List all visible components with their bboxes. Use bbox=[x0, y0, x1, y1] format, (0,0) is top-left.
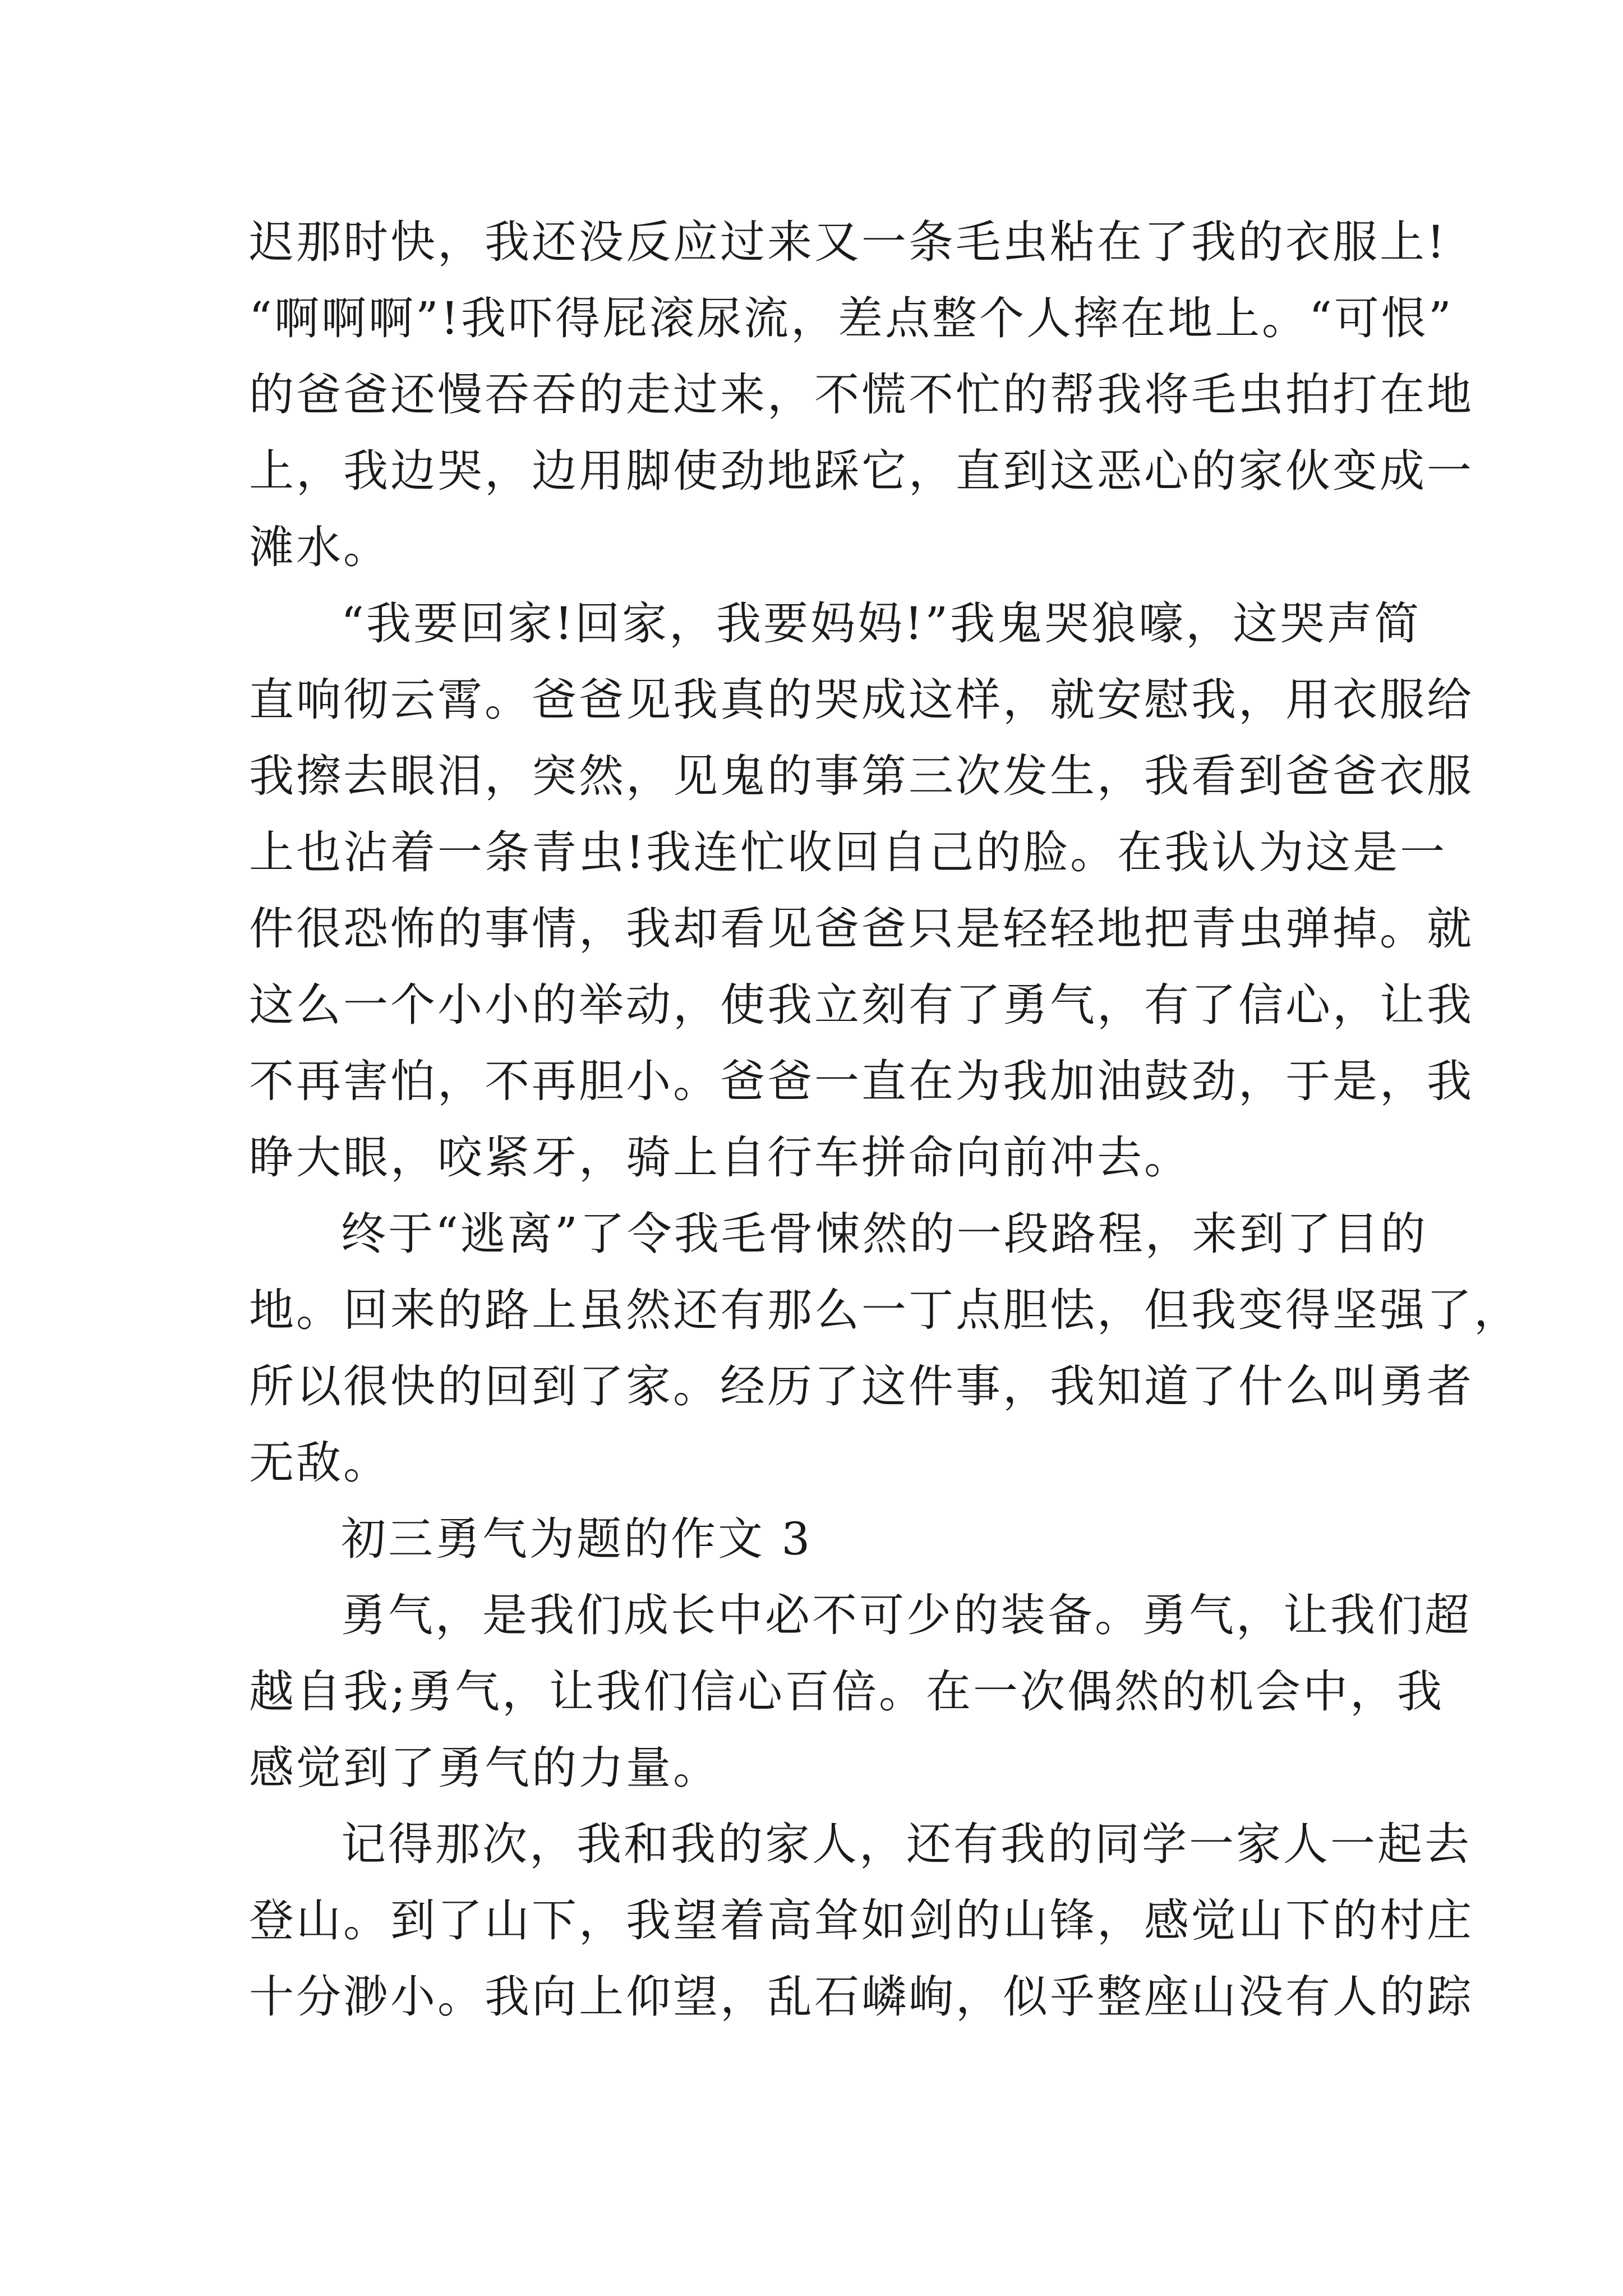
paragraph-start-line: 记得那次，我和我的家人，还有我的同学一家人一起去 bbox=[341, 1818, 1472, 1870]
text-line: 的爸爸还慢吞吞的走过来，不慌不忙的帮我将毛虫拍打在地 bbox=[249, 369, 1474, 421]
text-line: “啊啊啊”!我吓得屁滚尿流，差点整个人摔在地上。“可恨” bbox=[249, 292, 1454, 344]
text-line: 滩水。 bbox=[249, 521, 390, 573]
text-line: 直响彻云霄。爸爸见我真的哭成这样，就安慰我，用衣服给 bbox=[249, 674, 1474, 726]
text-line: 件很恐怖的事情，我却看见爸爸只是轻轻地把青虫弹掉。就 bbox=[249, 903, 1474, 955]
text-line: 上也沾着一条青虫!我连忙收回自己的脸。在我认为这是一 bbox=[249, 826, 1447, 878]
document-page bbox=[249, 204, 1521, 2035]
text-line: 迟那时快，我还没反应过来又一条毛虫粘在了我的衣服上! bbox=[249, 216, 1447, 268]
paragraph-start-line: 终于“逃离”了令我毛骨悚然的一段路程，来到了目的 bbox=[341, 1208, 1428, 1260]
text-line: 我擦去眼泪，突然，见鬼的事第三次发生，我看到爸爸衣服 bbox=[249, 750, 1474, 802]
text-line: 这么一个小小的举动，使我立刻有了勇气，有了信心，让我 bbox=[249, 979, 1474, 1031]
text-line: 感觉到了勇气的力量。 bbox=[249, 1742, 720, 1794]
text-line: 所以很快的回到了家。经历了这件事，我知道了什么叫勇者 bbox=[249, 1360, 1474, 1412]
text-line: 越自我;勇气，让我们信心百倍。在一次偶然的机会中，我 bbox=[249, 1665, 1444, 1718]
text-line: 十分渺小。我向上仰望，乱石嶙峋，似乎整座山没有人的踪 bbox=[249, 1971, 1474, 2023]
text-line: 上，我边哭，边用脚使劲地踩它，直到这恶心的家伙变成一 bbox=[249, 445, 1474, 497]
paragraph-start-line: 勇气，是我们成长中必不可少的装备。勇气，让我们超 bbox=[341, 1589, 1472, 1641]
text-line: 不再害怕，不再胆小。爸爸一直在为我加油鼓劲，于是，我 bbox=[249, 1055, 1474, 1107]
text-line: 登山。到了山下，我望着高耸如剑的山锋，感觉山下的村庄 bbox=[249, 1894, 1474, 1947]
paragraph-start-line: “我要回家!回家，我要妈妈!”我鬼哭狼嚎，这哭声简 bbox=[341, 597, 1422, 650]
text-line: 无敌。 bbox=[249, 1437, 390, 1489]
text-line: 地。回来的路上虽然还有那么一丁点胆怯，但我变得坚强了， bbox=[249, 1284, 1521, 1336]
text-line: 睁大眼，咬紧牙，骑上自行车拼命向前冲去。 bbox=[249, 1131, 1191, 1184]
section-title: 初三勇气为题的作文 3 bbox=[341, 1513, 813, 1565]
